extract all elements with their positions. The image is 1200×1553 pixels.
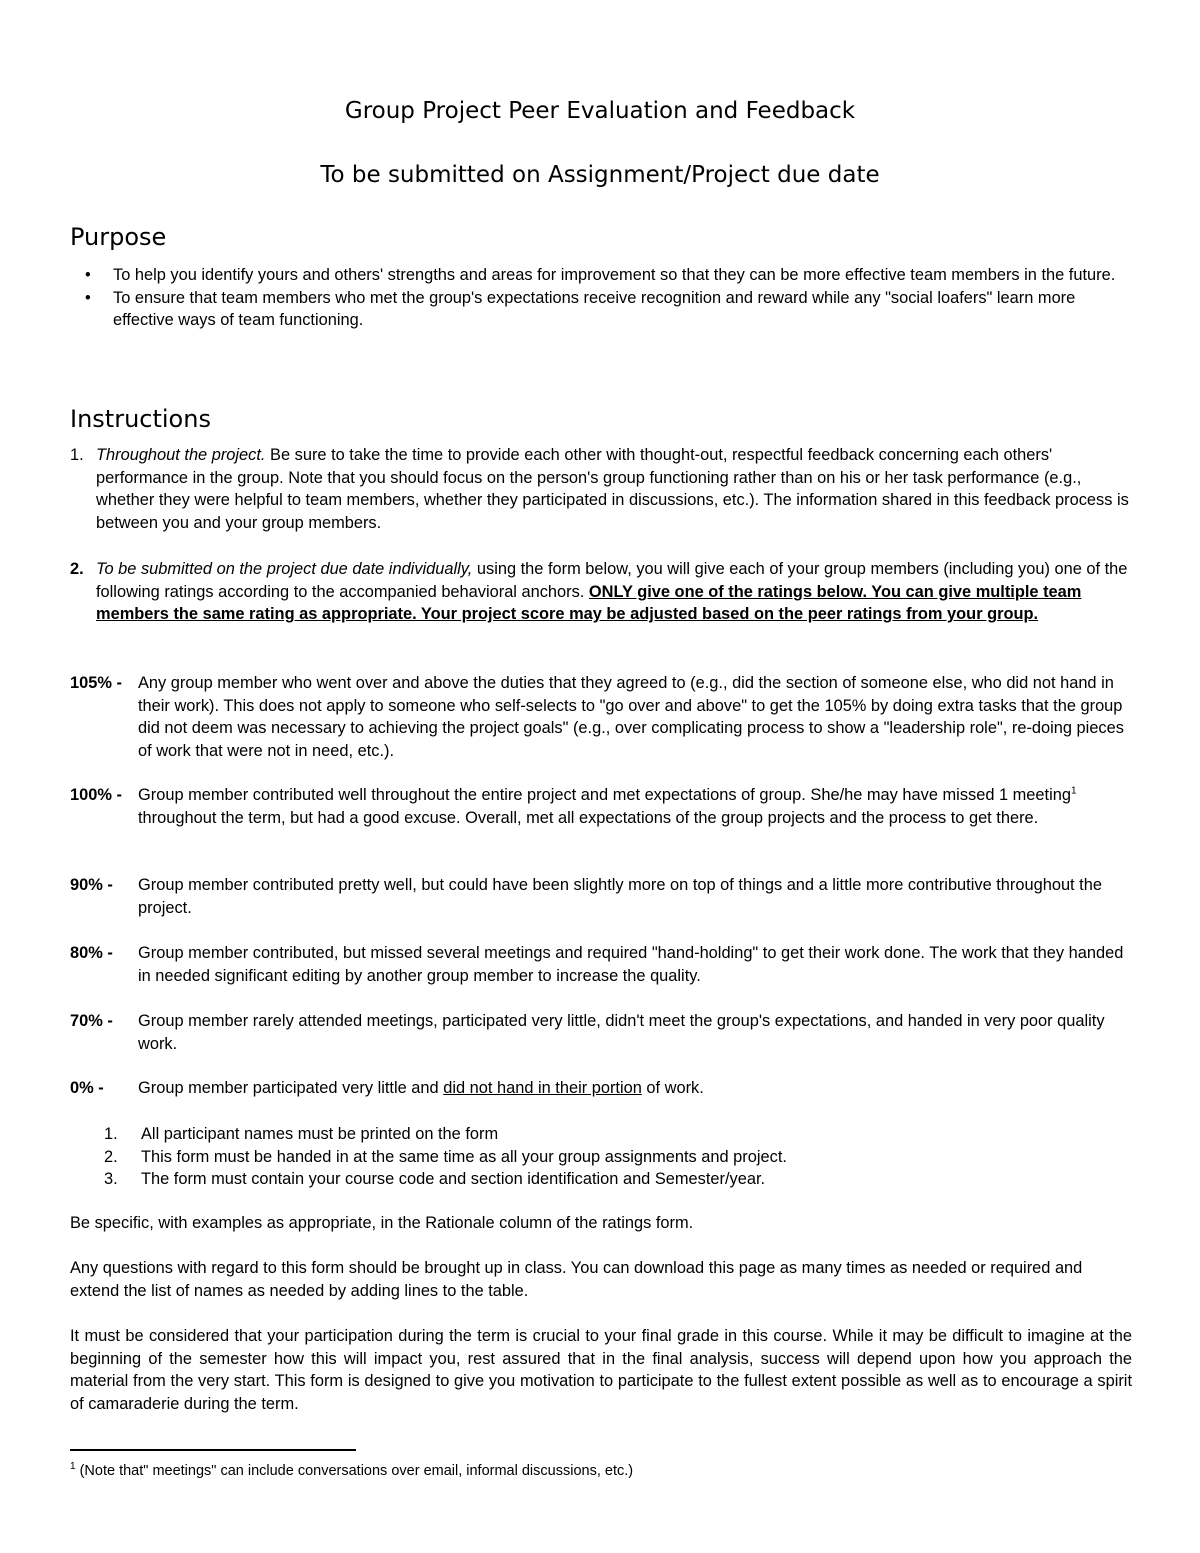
bullet-icon: • [85,288,91,307]
list-item: 1. All participant names must be printed on the form [104,1125,499,1143]
rating-label: 0% - [70,1079,104,1097]
rating-description: Group member contributed pretty well, but could have been slightly more on top of things and a little more contributive throughout the project. [138,876,1102,917]
paragraph-participation: It must be considered that your participation during the term is crucial to your final grade in this course. While it may be difficult to imagine at the beginning of the semester how this will impact you, rest assured that in the final analysis, success will depend upon how you approach the material from the very start. This form is designed to give you motivation to participate to the fullest extent possible as well as to encourage a spirit of camaraderie during the term. [70,1327,1132,1413]
purpose-bullet-list [85,264,1132,332]
underlined-phrase: did not hand in their portion [443,1079,642,1097]
footnote-reference: 1 [1070,785,1077,797]
rating-100 [70,784,1132,829]
footnote-divider [70,1449,356,1451]
rating-90 [70,874,1132,919]
requirements-list [104,1123,1132,1191]
bullet-icon: • [85,266,91,284]
rating-105 [70,672,1132,762]
instructions-heading: Instructions [70,405,211,433]
rating-70 [70,1010,1132,1055]
instruction-item-1: 1. Throughout the project. Be sure to take the time to provide each other with thought-out, respectful feedback concerning each others' performance in the group. Note that you should focus on the person's group functioning rather than on his or her task performance (e.g., whether they were helpful to team members, whether they participated in discussions, etc.). The information shared in this feedback process is between you and your group members. [70,446,1129,532]
instruction-italic: To be submitted on the project due date individually, [96,560,473,578]
list-item: 3. The form must contain your course code and section identification and Semester/year. [104,1170,766,1189]
instruction-item-2: 2. To be submitted on the project due date individually, using the form below, you will give each of your group members (including you) one of the following ratings according to the accompanied behavioral anchors. ONLY give one of the ratings below. You can give multiple team members the same rating as appropriate. Your project score may be adjusted based on the peer ratings from your group. [70,560,1128,624]
rating-label: 80% - [70,944,113,962]
rating-description: Group member participated very little and did not hand in their portion of work. [138,1079,704,1097]
rating-label: 100% - [70,786,122,804]
purpose-heading: Purpose [70,223,167,251]
rating-description: Group member rarely attended meetings, participated very little, didn't meet the group's expectations, and handed in very poor quality work. [138,1012,1105,1053]
paragraph-questions: Any questions with regard to this form should be brought up in class. You can download this page as many times as needed or required and extend the list of names as needed by adding lines to the table. [70,1259,1083,1300]
purpose-bullet: • To help you identify yours and others' strengths and areas for improvement so that they can be more effective team members in the future. [113,264,1132,287]
footnote: $^1$ (Note that" meetings" can include conversations over email, informal discussions, etc.) [70,1461,634,1479]
paragraph-specific: Be specific, with examples as appropriate, in the Rationale column of the ratings form. [70,1214,694,1232]
list-item: 2. This form must be handed in at the same time as all your group assignments and project. [104,1147,787,1166]
purpose-bullet: • To ensure that team members who met the group's expectations receive recognition and reward while any "social loafers" learn more effective ways of team functioning. [85,288,1076,330]
document-title: Group Project Peer Evaluation and Feedback [344,98,856,124]
footnote-mark: 1 [70,1461,76,1473]
rating-description: Group member contributed well throughout the entire project and met expectations of group. She/he may have missed 1 meeting$^1$ throughout the term, but had a good excuse. Overall, met all expectations of the group projects and the process to get there. [138,785,1077,827]
rating-80 [70,942,1132,987]
rating-rule-emphasis: ONLY give one of the ratings below. You can give multiple team members the same rating as appropriate. Your project score may be adjusted based on the peer ratings from your group. [96,582,1082,624]
rating-label: 105% - [70,674,122,692]
rating-label: 70% - [70,1012,113,1030]
rating-description: Any group member who went over and above the duties that they agreed to (e.g., did the section of someone else, who did not hand in their work). This does not apply to someone who self-selects to "go over and above" to get the 105% by doing extra tasks that the group did not deem was necessary to achieving the project goals" (e.g., over complicating process to show a "leadership role", re-doing pieces of work that were not in need, etc.). [138,674,1124,760]
rating-description: Group member contributed, but missed several meetings and required "hand-holding" to get their work done. The work that they handed in needed significant editing by another group member to increase the quality. [138,944,1124,985]
rating-0 [70,1077,1132,1100]
instruction-italic: Throughout the project. [96,446,266,464]
document-subtitle: To be submitted on Assignment/Project due date [320,162,880,188]
rating-label: 90% - [70,876,113,894]
